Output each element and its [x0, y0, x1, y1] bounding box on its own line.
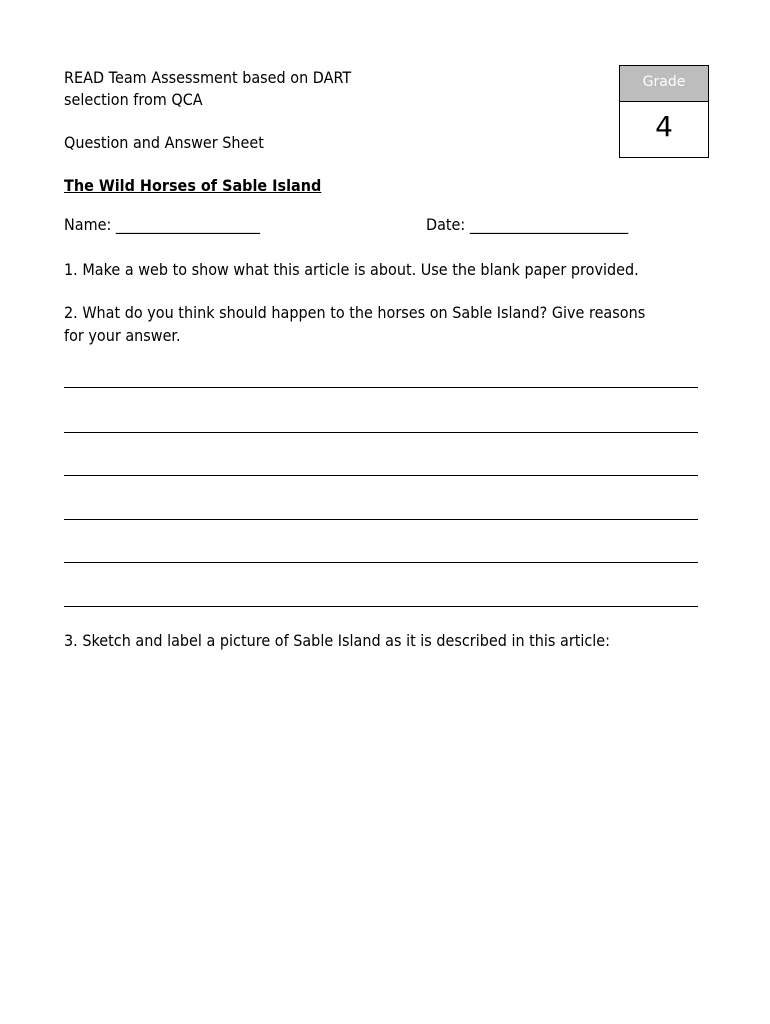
grade-label: Grade — [620, 66, 708, 102]
answer-line[interactable] — [64, 387, 698, 388]
date-field[interactable]: Date: ______________________ — [426, 215, 629, 234]
assessment-heading-line-1: READ Team Assessment based on DART — [64, 68, 352, 87]
answer-line[interactable] — [64, 562, 698, 563]
question-2-line-2: for your answer. — [64, 326, 181, 345]
grade-box — [619, 65, 709, 158]
answer-line[interactable] — [64, 475, 698, 476]
answer-line[interactable] — [64, 432, 698, 433]
answer-line[interactable] — [64, 519, 698, 520]
grade-value: 4 — [655, 110, 673, 143]
question-2-line-1: 2. What do you think should happen to the horses on Sable Island? Give reasons — [64, 303, 646, 322]
answer-line[interactable] — [64, 606, 698, 607]
question-3: 3. Sketch and label a picture of Sable Island as it is described in this article: — [64, 631, 611, 650]
question-1: 1. Make a web to show what this article is about. Use the blank paper provided. — [64, 260, 639, 279]
name-field[interactable]: Name: ____________________ — [64, 215, 260, 234]
sheet-type-label: Question and Answer Sheet — [64, 133, 264, 152]
article-title: The Wild Horses of Sable Island — [64, 176, 322, 195]
assessment-heading-line-2: selection from QCA — [64, 90, 203, 109]
